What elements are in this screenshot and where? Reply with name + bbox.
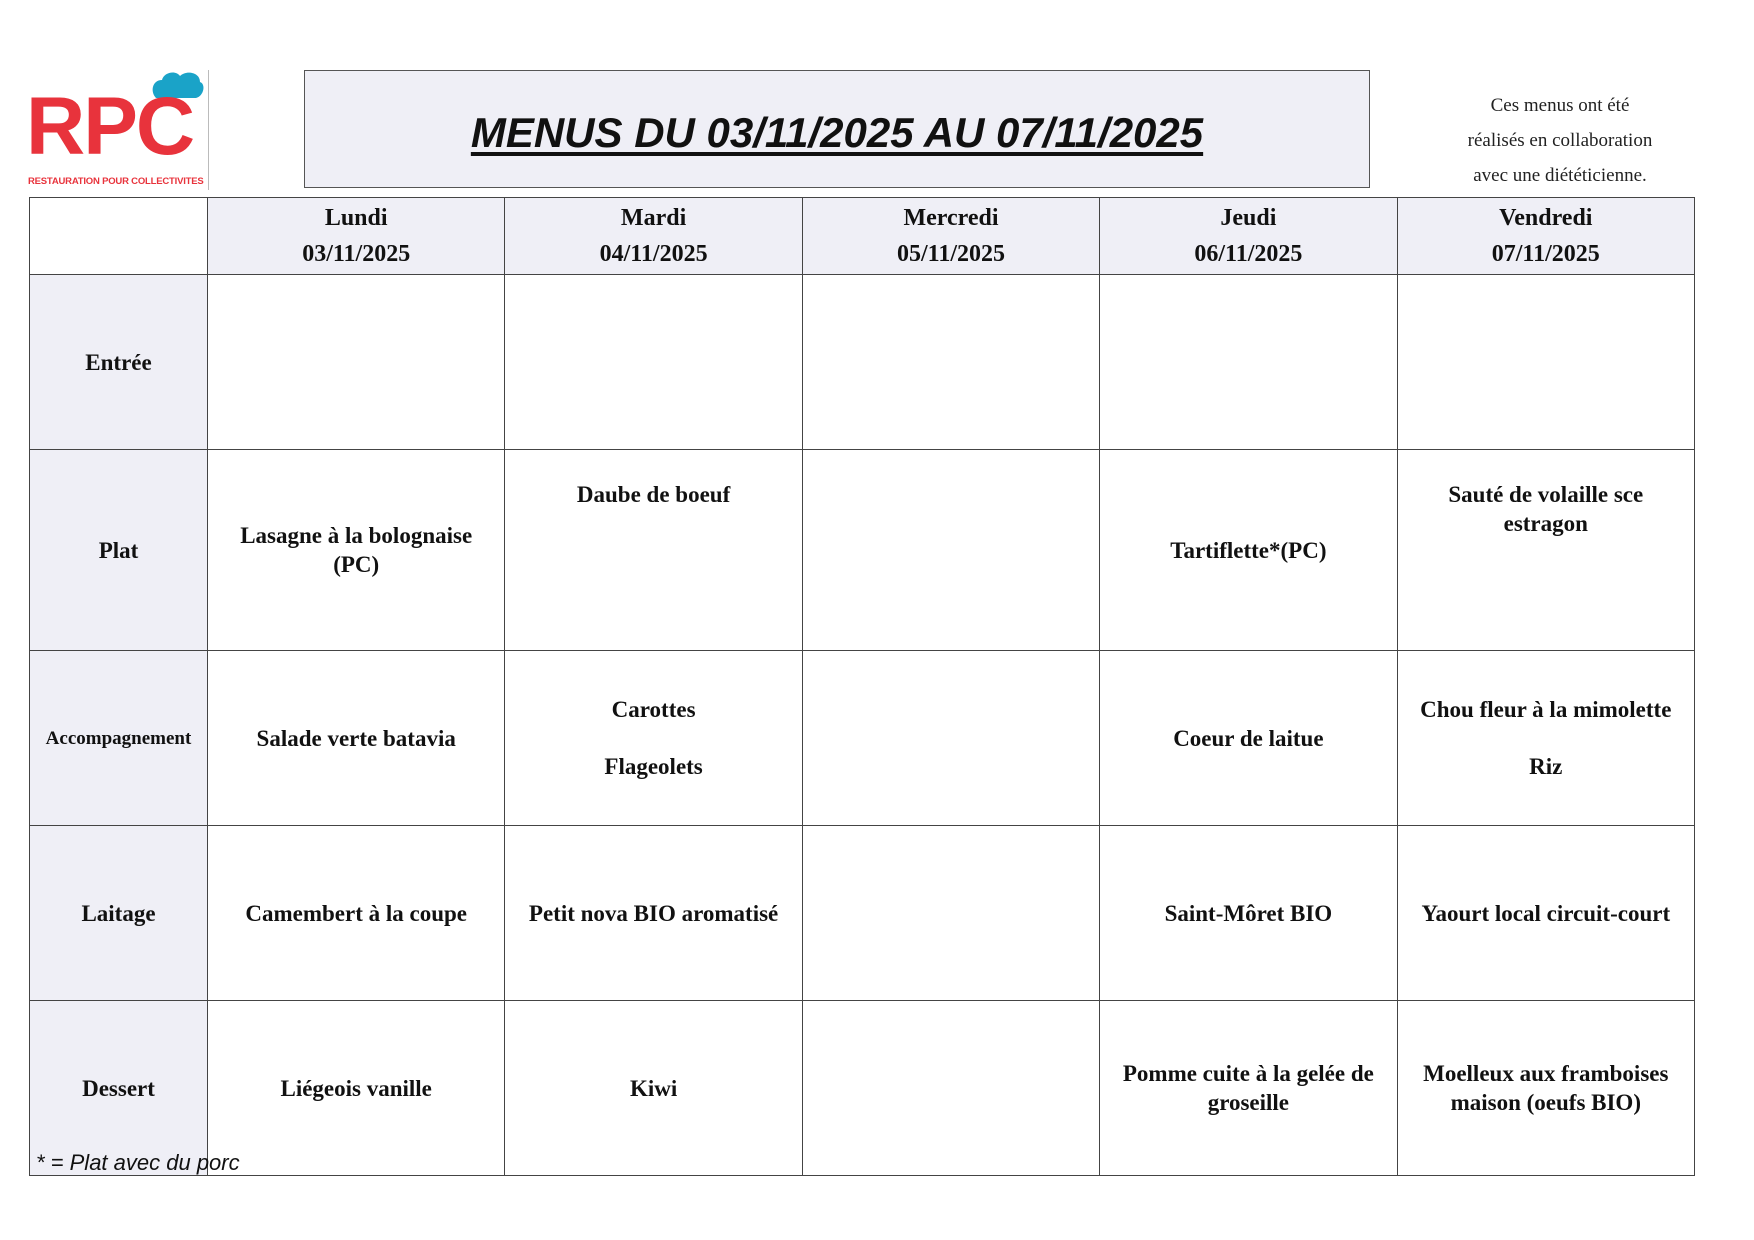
day-date: 05/11/2025 [896, 241, 1005, 267]
dish-name: Flageolets [604, 754, 703, 779]
menu-cell [208, 651, 505, 826]
row-label-accompagnement: Accompagnement [30, 651, 208, 826]
dish-name: Coeur de laitue [1173, 725, 1324, 751]
note-line: avec une diététicienne. [1473, 165, 1647, 186]
day-header-wednesday [802, 198, 1099, 275]
dish-name: Chou fleur à la mimolette [1420, 697, 1672, 722]
corner-cell [30, 198, 208, 275]
menu-cell [1397, 651, 1694, 826]
dish-name: Yaourt local circuit-court [1421, 900, 1671, 926]
row-dessert [30, 1001, 1695, 1176]
menu-cell [802, 450, 1099, 651]
menu-cell [1397, 450, 1694, 651]
menu-cell [1100, 275, 1397, 450]
day-name: Vendredi [1499, 205, 1593, 231]
dietitian-note [1420, 88, 1700, 193]
day-date: 06/11/2025 [1194, 241, 1303, 267]
menu-cell [802, 826, 1099, 1001]
dish-name: Saint-Môret BIO [1164, 900, 1333, 926]
day-date: 07/11/2025 [1491, 241, 1600, 267]
day-name: Mercredi [903, 205, 999, 231]
dish-name: Moelleux aux framboises maison (oeufs BIO) [1423, 1061, 1669, 1115]
menu-cell [208, 450, 505, 651]
menu-cell [208, 275, 505, 450]
menu-cell [505, 1001, 802, 1176]
dish-name: Liégeois vanille [280, 1075, 432, 1101]
row-accompagnement [30, 651, 1695, 826]
dish-name: Pomme cuite à la gelée de groseille [1122, 1061, 1374, 1115]
day-name: Mardi [620, 205, 687, 231]
menu-cell [1100, 651, 1397, 826]
day-date: 04/11/2025 [599, 241, 708, 267]
title-box [304, 70, 1370, 188]
row-label-dessert: Dessert [30, 1001, 208, 1176]
row-plat [30, 450, 1695, 651]
row-laitage [30, 826, 1695, 1001]
menu-cell [802, 1001, 1099, 1176]
menu-cell [505, 826, 802, 1001]
day-date: 03/11/2025 [302, 241, 411, 267]
menu-cell [1397, 275, 1694, 450]
dish-name: Kiwi [629, 1075, 678, 1101]
day-header-row [30, 198, 1695, 275]
day-header-thursday [1100, 198, 1397, 275]
day-header-friday [1397, 198, 1694, 275]
row-label-entree: Entrée [30, 275, 208, 450]
row-entree [30, 275, 1695, 450]
menu-cell [802, 275, 1099, 450]
menu-cell [1397, 826, 1694, 1001]
dish-name: Lasagne à la bolognaise (PC) [240, 523, 473, 577]
rpc-logo [26, 64, 212, 192]
logo-subtitle: RESTAURATION POUR COLLECTIVITES [28, 176, 204, 187]
dish-name: Carottes [611, 697, 696, 722]
menu-cell [1100, 1001, 1397, 1176]
pork-footnote: * = Plat avec du porc [36, 1150, 240, 1175]
note-line: Ces menus ont été [1490, 95, 1630, 116]
day-name: Lundi [324, 205, 388, 231]
menu-cell [1100, 450, 1397, 651]
menu-table [29, 197, 1695, 1176]
note-line: réalisés en collaboration [1467, 130, 1653, 151]
dish-name: Camembert à la coupe [245, 900, 468, 926]
dish-name: Salade verte batavia [256, 725, 456, 751]
dish-name: Daube de boeuf [576, 482, 731, 507]
dish-name: Sauté de volaille sce estragon [1448, 482, 1644, 536]
menu-cell [505, 450, 802, 651]
dish-name: Tartiflette*(PC) [1170, 537, 1327, 563]
menu-cell [802, 651, 1099, 826]
logo-divider [208, 70, 209, 190]
menu-cell [505, 275, 802, 450]
logo-text: RPC [26, 81, 194, 172]
menu-cell [208, 1001, 505, 1176]
day-header-tuesday [505, 198, 802, 275]
row-label-laitage: Laitage [30, 826, 208, 1001]
dish-name: Petit nova BIO aromatisé [528, 900, 779, 926]
day-name: Jeudi [1220, 205, 1277, 231]
menu-cell [505, 651, 802, 826]
page-title: MENUS DU 03/11/2025 AU 07/11/2025 [470, 109, 1204, 156]
menu-cell [1100, 826, 1397, 1001]
menu-cell [208, 826, 505, 1001]
day-header-monday [208, 198, 505, 275]
row-label-plat: Plat [30, 450, 208, 651]
menu-cell [1397, 1001, 1694, 1176]
dish-name: Riz [1529, 754, 1563, 779]
